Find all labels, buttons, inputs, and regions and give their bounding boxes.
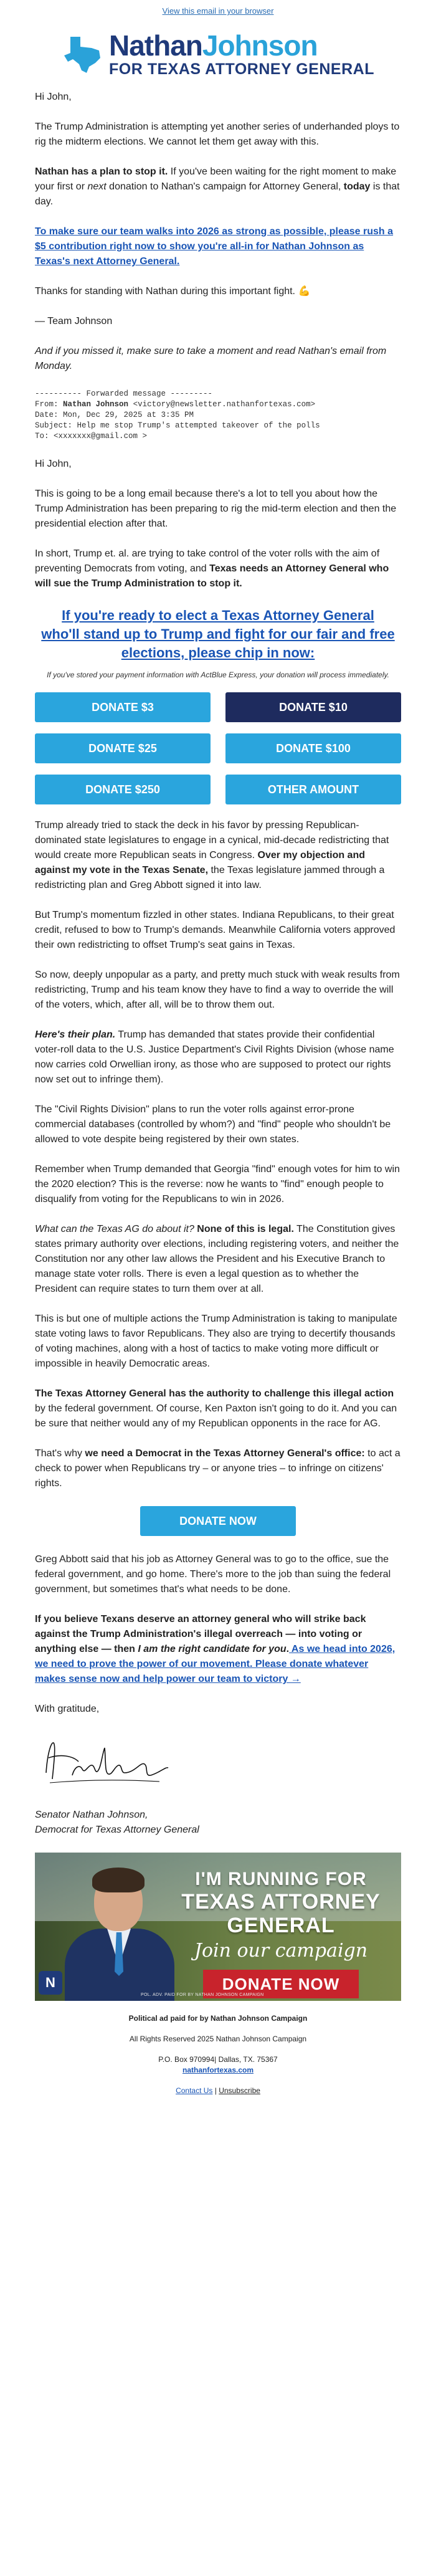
forwarded-header bbox=[35, 389, 401, 442]
right-candidate-paragraph bbox=[35, 1612, 401, 1687]
flexed-biceps-icon: 💪 bbox=[298, 286, 311, 297]
plan-paragraph bbox=[35, 165, 401, 209]
momentum-paragraph: But Trump's momentum fizzled in other states. Indiana Republicans, to their great credit, refused to bow to Trump's demands. Meanwhile California voters approved their own redistricting to offset Trump's seat gains in Texas. bbox=[35, 910, 396, 950]
website-link[interactable]: nathanfortexas.com bbox=[182, 2066, 254, 2074]
abbott-paragraph: Greg Abbott said that his job as Attorney General was to go to the office, sue the federal government, and go home. There's more to the job than suing the federal government, but sometimes that's what needs to be done. bbox=[35, 1554, 391, 1595]
their-plan-paragraph bbox=[35, 1028, 401, 1087]
forwarded-divider: ---------- Forwarded message --------- bbox=[35, 389, 213, 398]
donate-25-button[interactable]: DONATE $25 bbox=[35, 733, 211, 763]
email-footer bbox=[0, 2001, 436, 2096]
right-candidate-italic: I am the right candidate for you bbox=[138, 1644, 287, 1654]
candidate-photo bbox=[60, 1864, 178, 2001]
signature-title: Democrat for Texas Attorney General bbox=[35, 1825, 199, 1835]
donate-10-button[interactable]: DONATE $10 bbox=[225, 692, 401, 722]
plan-today: today bbox=[343, 181, 371, 192]
forwarded-to: To: <xxxxxxx@gmail.com > bbox=[35, 432, 148, 441]
banner-line-3: Join our campaign bbox=[194, 1940, 368, 1962]
campaign-logo bbox=[0, 20, 436, 90]
plan-italic: next bbox=[87, 181, 107, 192]
campaign-banner[interactable] bbox=[35, 1853, 401, 2001]
authority-text: by the federal government. Of course, Ken Paxton isn't going to do it. And you can be sure that neither would any of my Republican opponents in the race for AG. bbox=[35, 1403, 397, 1429]
redistricting-text-a: Trump already tried to stack the deck in his favor by pressing Republican-dominated state legislatures to engage in a cynical, mid-decade redistricting that would create more Republican seats in Congress. bbox=[35, 820, 389, 861]
signature-block bbox=[35, 1808, 401, 1838]
civil-rights-paragraph: The "Civil Rights Division" plans to run the voter rolls against error-prone commercial databases (controlled by whom?) and "find" people who shouldn't be allowed to vote despite being registered by their own states. bbox=[35, 1104, 391, 1145]
georgia-paragraph: Remember when Trump demanded that Georgia "find" enough votes for him to win the 2020 election? This is the reverse: now he wants to "find" enough people to disqualify from voting for the Republicans to win in 2026. bbox=[35, 1164, 400, 1205]
banner-donate-button[interactable]: DONATE NOW bbox=[203, 1970, 359, 1998]
contact-us-link[interactable]: Contact Us bbox=[176, 2086, 213, 2095]
thanks-paragraph bbox=[35, 284, 401, 299]
from-label: From: bbox=[35, 400, 59, 409]
signature-name: Senator Nathan Johnson, bbox=[35, 1810, 148, 1820]
footer-links bbox=[0, 2086, 436, 2096]
donation-buttons bbox=[35, 692, 401, 804]
actblue-note: If you've stored your payment information with ActBlue Express, your donation will process immediately. bbox=[47, 670, 389, 679]
their-plan-text: Trump has demanded that states provide their confidential voter-roll data to the U.S. Justice Department's Civil Rights Division (whose name now carries cold Orwellian irony, as those who are supposed to protect our rights now set out to infringe them). bbox=[35, 1029, 394, 1085]
forwarded-subject: Subject: Help me stop Trump's attempted takeover of the polls bbox=[35, 421, 320, 430]
logo-last-name: Johnson bbox=[202, 29, 318, 62]
right-candidate-dot: . bbox=[286, 1644, 290, 1654]
texas-ag-text: The Constitution gives states primary authority over elections, including registering voters, and neither the Constitution nor any other law allows the President and his Executive Branch to manage state voter rolls. There is even a legal question as to whether the President can require states to turn them over at all. bbox=[35, 1224, 399, 1294]
letter-summary bbox=[35, 546, 401, 591]
donate-now-button[interactable]: DONATE NOW bbox=[140, 1506, 296, 1536]
redistricting-text-b: the Texas legislature jammed through a redistricting plan and Greg Abbott signed it into law. bbox=[35, 865, 385, 890]
view-in-browser-link[interactable]: View this email in your browser bbox=[162, 6, 274, 16]
right-candidate-bold: If you believe Texans deserve an attorney general who will strike back against the Trump Administration's illegal overreach — into voting or anything else — then bbox=[35, 1614, 366, 1654]
donate-whatever-link[interactable]: As we head into 2026, we need to prove the power of our movement. Please donate whatever makes sense now and help power our team to victory → bbox=[35, 1644, 396, 1684]
paid-for-notice: Political ad paid for by Nathan Johnson Campaign bbox=[128, 2014, 308, 2023]
logo-subtitle: FOR TEXAS ATTORNEY GENERAL bbox=[108, 60, 374, 78]
unsubscribe-link[interactable]: Unsubscribe bbox=[219, 2086, 260, 2095]
greeting: Hi John, bbox=[35, 92, 72, 102]
email-body bbox=[0, 90, 436, 1838]
their-plan-bold: Here's their plan. bbox=[35, 1029, 116, 1040]
need-democrat-paragraph bbox=[35, 1446, 401, 1491]
missed-email-note: And if you missed it, make sure to take a moment and read Nathan's email from Monday. bbox=[35, 346, 387, 371]
n-logo-badge: N bbox=[39, 1971, 62, 1995]
thanks-text: Thanks for standing with Nathan during this important fight. bbox=[35, 286, 295, 297]
unpopular-paragraph: So now, deeply unpopular as a party, and pretty much stuck with weak results from redistricting, Trump and his team know they have to find a way to override the will of the voters, which, after all, will be to throw them out. bbox=[35, 970, 400, 1010]
logo-first-name: Nathan bbox=[108, 29, 202, 62]
banner-disclaimer: POL. ADV. PAID FOR BY NATHAN JOHNSON CAMPAIGN bbox=[141, 1993, 264, 1997]
banner-line-1: I'M RUNNING FOR bbox=[195, 1869, 367, 1889]
plan-text-b: donation to Nathan's campaign for Attorney General, bbox=[106, 181, 344, 192]
redistricting-paragraph bbox=[35, 818, 401, 893]
authority-paragraph bbox=[35, 1386, 401, 1431]
authority-bold: The Texas Attorney General has the authority to challenge this illegal action bbox=[35, 1388, 394, 1399]
need-democrat-bold: we need a Democrat in the Texas Attorney General's office: bbox=[85, 1448, 365, 1459]
need-democrat-text-a: That's why bbox=[35, 1448, 85, 1459]
texas-ag-question: What can the Texas AG do about it? bbox=[35, 1224, 194, 1234]
rights-notice: All Rights Reserved 2025 Nathan Johnson Campaign bbox=[129, 2035, 307, 2043]
summary-text: In short, Trump et. al. are trying to take control of the voter rolls with the aim of preventing Democrats from voting, and bbox=[35, 548, 380, 574]
from-address: <victory@newsletter.nathanfortexas.com> bbox=[133, 400, 316, 409]
footer-separator: | bbox=[212, 2086, 219, 2095]
texas-ag-paragraph bbox=[35, 1222, 401, 1297]
intro-paragraph: The Trump Administration is attempting yet another series of underhanded ploys to rig the midterm elections. We cannot let them get away with this. bbox=[35, 122, 400, 147]
donate-100-button[interactable]: DONATE $100 bbox=[225, 733, 401, 763]
banner-line-2: TEXAS ATTORNEY GENERAL bbox=[181, 1890, 381, 1937]
forwarded-date: Date: Mon, Dec 29, 2025 at 3:35 PM bbox=[35, 411, 194, 419]
letter-intro: This is going to be a long email because there's a lot to tell you about how the Trump Administration has been preparing to rig the mid-term election and then the presidential election after that. bbox=[35, 489, 397, 529]
other-amount-button[interactable]: OTHER AMOUNT bbox=[225, 775, 401, 804]
need-democrat-text-b: to act a check to power when Republicans try – or anyone tries – to infringe on citizens' rights. bbox=[35, 1448, 400, 1489]
redistricting-bold: Over my objection and against my vote in the Texas Senate, bbox=[35, 850, 365, 875]
letter-greeting: Hi John, bbox=[35, 459, 72, 469]
multiple-actions-paragraph: This is but one of multiple actions the Trump Administration is taking to manipulate state voting laws to favor Republicans. They also are trying to decertify thousands of voting machines, along with a host of tactics to make voting more difficult or impossible in heavily Democratic areas. bbox=[35, 1314, 397, 1369]
donate-250-button[interactable]: DONATE $250 bbox=[35, 775, 211, 804]
texas-map-icon bbox=[62, 34, 103, 75]
from-name: Nathan Johnson bbox=[63, 400, 129, 409]
cta-heading-link[interactable]: If you're ready to elect a Texas Attorney General who'll stand up to Trump and fight for our fair and free elections, please chip in now: bbox=[41, 608, 395, 661]
plan-text-a: If you've been waiting for the right moment to make your first or bbox=[35, 166, 397, 192]
plan-text-c: is that day. bbox=[35, 181, 400, 207]
summary-bold: Texas needs an Attorney General who will sue the Trump Administration to stop it. bbox=[35, 563, 389, 589]
closing: With gratitude, bbox=[35, 1704, 100, 1714]
mailing-address: P.O. Box 970994| Dallas, TX. 75367 bbox=[158, 2055, 278, 2064]
not-legal-bold: None of this is legal. bbox=[194, 1224, 294, 1234]
plan-bold: Nathan has a plan to stop it. bbox=[35, 166, 168, 177]
contribute-link[interactable]: To make sure our team walks into 2026 as strong as possible, please rush a $5 contribution right now to show you're all-in for Nathan Johnson as Texas's next Attorney General. bbox=[35, 226, 394, 267]
banner-text bbox=[178, 1869, 384, 1998]
donate-3-button[interactable]: DONATE $3 bbox=[35, 692, 211, 722]
team-signoff: — Team Johnson bbox=[35, 316, 113, 327]
handwritten-signature bbox=[35, 1729, 172, 1798]
